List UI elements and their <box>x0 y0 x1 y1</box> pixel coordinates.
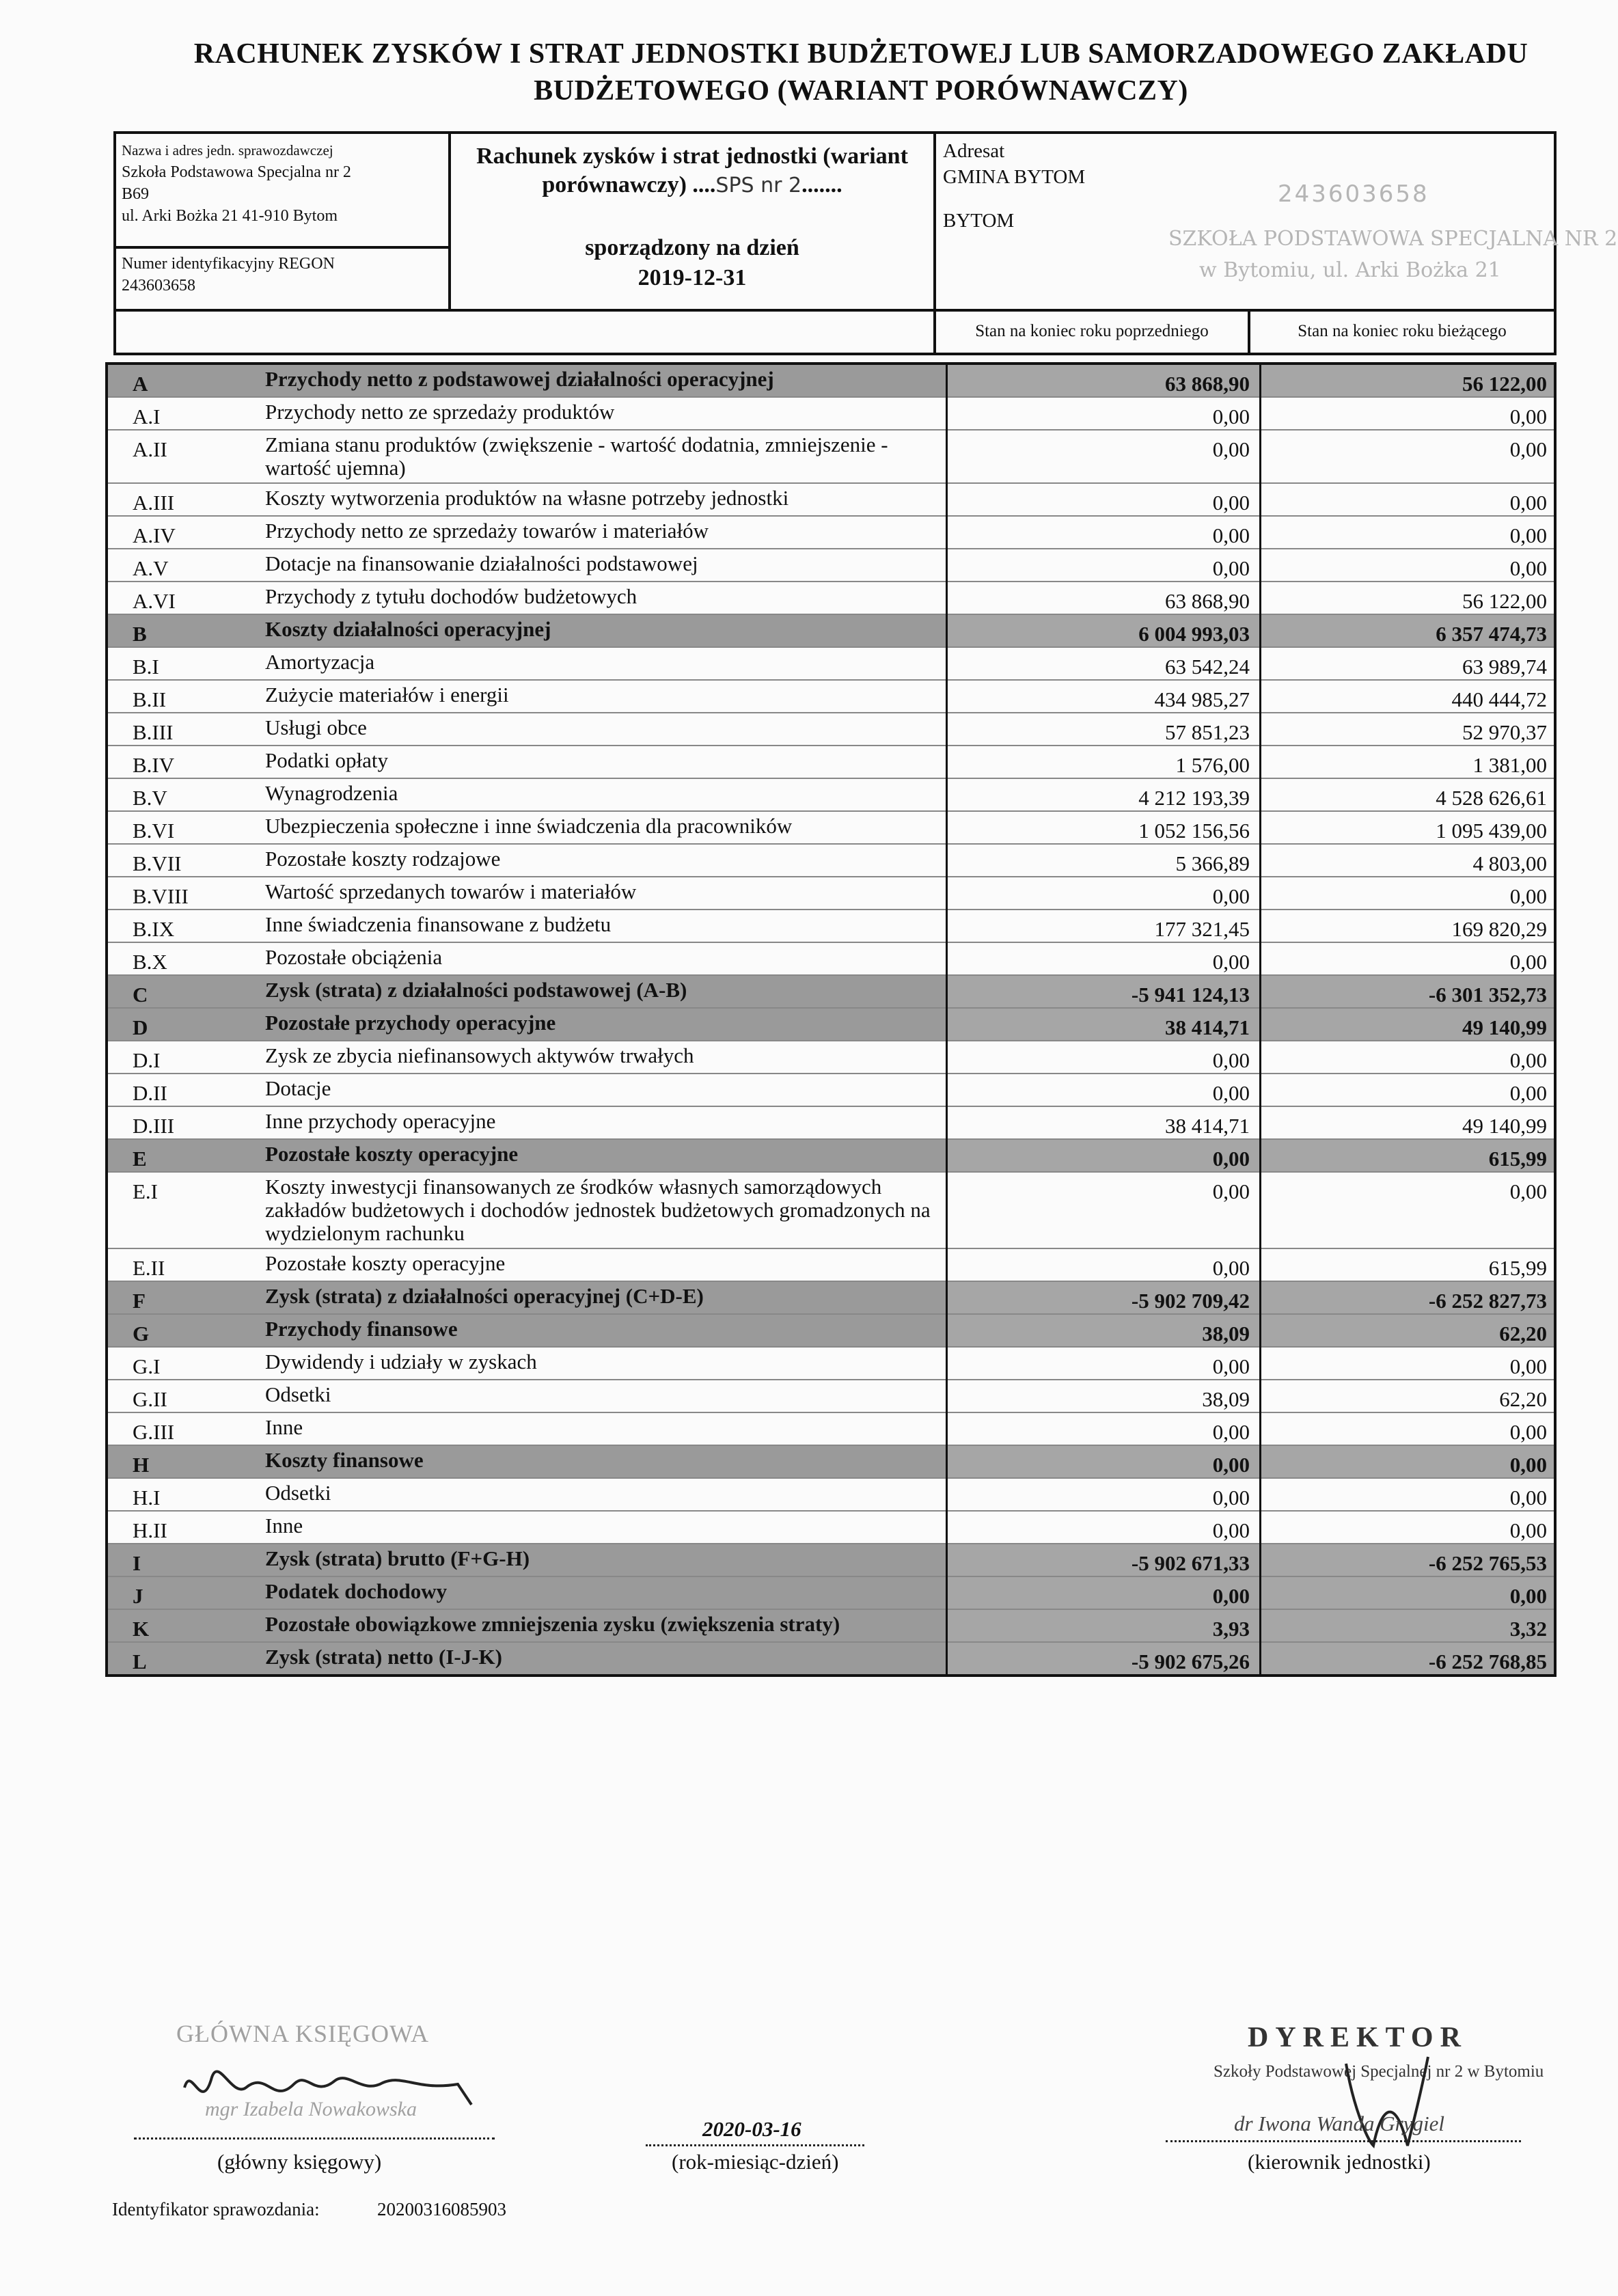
row-value-curr: 52 970,37 <box>1261 713 1556 746</box>
row-code: A <box>107 364 261 397</box>
row-value-prev: 0,00 <box>947 942 1261 975</box>
row-label: Wynagrodzenia <box>261 778 947 811</box>
row-value-prev: 0,00 <box>947 1511 1261 1544</box>
row-label: Wartość sprzedanych towarów i materiałów <box>261 877 947 910</box>
section-row <box>107 1544 1555 1576</box>
table-row <box>107 746 1555 778</box>
row-label: Podatek dochodowy <box>261 1576 947 1609</box>
row-value-curr: 0,00 <box>1261 1412 1556 1445</box>
row-label: Inne <box>261 1511 947 1544</box>
row-label: Zmiana stanu produktów (zwiększenie - wartość dodatnia, zmniejszenie - wartość ujemna) <box>261 430 947 483</box>
row-value-prev: 0,00 <box>947 1041 1261 1074</box>
row-value-curr: 63 989,74 <box>1261 647 1556 680</box>
unit-address: ul. Arki Bożka 21 41-910 Bytom <box>122 207 338 225</box>
row-value-prev: 63 868,90 <box>947 582 1261 614</box>
row-label: Zysk (strata) z działalności operacyjnej (C+D-E) <box>261 1281 947 1314</box>
table-row <box>107 1074 1555 1106</box>
section-row <box>107 1281 1555 1314</box>
section-row <box>107 1642 1555 1676</box>
prepared-date: 2019-12-31 <box>637 265 747 290</box>
row-value-curr: 169 820,29 <box>1261 910 1556 942</box>
table-row <box>107 549 1555 582</box>
document-title <box>191 36 1531 109</box>
row-code: E.II <box>107 1248 261 1281</box>
document-title-line2: BUDŻETOWEGO (WARIANT PORÓWNAWCZY) <box>534 75 1188 107</box>
table-row <box>107 1172 1555 1248</box>
row-value-prev: 4 212 193,39 <box>947 778 1261 811</box>
row-label: Pozostałe koszty rodzajowe <box>261 844 947 877</box>
unit-code: B69 <box>122 185 150 203</box>
table-row <box>107 516 1555 549</box>
table-row <box>107 1380 1555 1412</box>
row-label: Dotacje na finansowanie działalności podstawowej <box>261 549 947 582</box>
director-stamp: DYREKTOR <box>1248 2022 1468 2053</box>
row-code: B.V <box>107 778 261 811</box>
table-row <box>107 582 1555 614</box>
director-dotted-line <box>1166 2140 1521 2142</box>
row-value-curr: 49 140,99 <box>1261 1008 1556 1041</box>
row-label: Zysk (strata) netto (I-J-K) <box>261 1642 947 1676</box>
report-id-label: Identyfikator sprawozdania: <box>112 2199 320 2219</box>
section-row <box>107 1609 1555 1642</box>
row-label: Koszty działalności operacyjnej <box>261 614 947 647</box>
row-value-prev: 5 366,89 <box>947 844 1261 877</box>
row-code: B.X <box>107 942 261 975</box>
accountant-caption: (główny księgowy) <box>217 2150 382 2174</box>
row-label: Amortyzacja <box>261 647 947 680</box>
row-code: B <box>107 614 261 647</box>
row-value-prev: -5 902 675,26 <box>947 1642 1261 1676</box>
row-value-curr: 0,00 <box>1261 942 1556 975</box>
row-label: Przychody finansowe <box>261 1314 947 1347</box>
row-value-curr: 0,00 <box>1261 1576 1556 1609</box>
report-title-dots: ....... <box>801 172 842 197</box>
table-row <box>107 680 1555 713</box>
row-value-prev: 38 414,71 <box>947 1106 1261 1139</box>
row-value-curr: 1 095 439,00 <box>1261 811 1556 844</box>
row-label: Koszty finansowe <box>261 1445 947 1478</box>
row-label: Inne przychody operacyjne <box>261 1106 947 1139</box>
row-value-curr: 0,00 <box>1261 1074 1556 1106</box>
report-header <box>113 131 1557 312</box>
addressee-cell <box>936 134 1554 317</box>
row-value-curr: 49 140,99 <box>1261 1106 1556 1139</box>
row-value-prev: 38,09 <box>947 1380 1261 1412</box>
stamp-school-address: w Bytomiu, ul. Arki Bożka 21 <box>1199 258 1501 282</box>
row-code: B.I <box>107 647 261 680</box>
row-value-curr: -6 252 765,53 <box>1261 1544 1556 1576</box>
table-row <box>107 1041 1555 1074</box>
table-row <box>107 844 1555 877</box>
row-value-prev: 0,00 <box>947 430 1261 483</box>
row-code: L <box>107 1642 261 1676</box>
row-code: D.III <box>107 1106 261 1139</box>
row-code: E.I <box>107 1172 261 1248</box>
row-value-curr: 6 357 474,73 <box>1261 614 1556 647</box>
table-row <box>107 877 1555 910</box>
report-title-line1: Rachunek zysków i strat jednostki (wariant <box>476 144 908 169</box>
row-code: G.III <box>107 1412 261 1445</box>
section-row <box>107 975 1555 1008</box>
table-row <box>107 1412 1555 1445</box>
row-value-prev: 434 985,27 <box>947 680 1261 713</box>
accountant-name: mgr Izabela Nowakowska <box>205 2098 417 2120</box>
row-code: D <box>107 1008 261 1041</box>
section-row <box>107 1445 1555 1478</box>
row-value-curr: 3,32 <box>1261 1609 1556 1642</box>
row-label: Zysk (strata) brutto (F+G-H) <box>261 1544 947 1576</box>
director-school: Szkoły Podstawowej Specjalnej nr 2 w Bytomiu <box>1214 2062 1544 2081</box>
row-code: J <box>107 1576 261 1609</box>
row-label: Przychody z tytułu dochodów budżetowych <box>261 582 947 614</box>
row-value-curr: -6 252 768,85 <box>1261 1642 1556 1676</box>
row-code: G.II <box>107 1380 261 1412</box>
row-value-prev: 0,00 <box>947 549 1261 582</box>
row-value-curr: 0,00 <box>1261 877 1556 910</box>
row-label: Inne <box>261 1412 947 1445</box>
row-value-prev: 1 576,00 <box>947 746 1261 778</box>
row-value-prev: 0,00 <box>947 1347 1261 1380</box>
row-value-prev: 0,00 <box>947 1248 1261 1281</box>
row-value-prev: -5 902 709,42 <box>947 1281 1261 1314</box>
row-value-curr: 0,00 <box>1261 483 1556 516</box>
regon-label: Numer identyfikacyjny REGON <box>122 255 335 273</box>
table-row <box>107 647 1555 680</box>
row-value-curr: 56 122,00 <box>1261 364 1556 397</box>
table-row <box>107 1106 1555 1139</box>
section-row <box>107 364 1555 397</box>
date-dotted-line <box>646 2144 864 2146</box>
row-code: G.I <box>107 1347 261 1380</box>
addressee-line2: BYTOM <box>943 210 1015 232</box>
report-id-value: 20200316085903 <box>377 2199 506 2219</box>
row-value-curr: 62,20 <box>1261 1380 1556 1412</box>
row-label: Koszty wytworzenia produktów na własne potrzeby jednostki <box>261 483 947 516</box>
accountant-dotted-line <box>134 2137 495 2140</box>
row-code: A.IV <box>107 516 261 549</box>
section-row <box>107 614 1555 647</box>
profit-loss-table <box>105 362 1557 1677</box>
row-label: Pozostałe przychody operacyjne <box>261 1008 947 1041</box>
table-row <box>107 942 1555 975</box>
row-label: Przychody netto z podstawowej działalności operacyjnej <box>261 364 947 397</box>
section-row <box>107 1314 1555 1347</box>
stamp-school-name: SZKOŁA PODSTAWOWA SPECJALNA NR 2 <box>1168 227 1618 251</box>
unit-label: Nazwa i adres jedn. sprawozdawczej <box>122 142 333 159</box>
row-label: Ubezpieczenia społeczne i inne świadczenia dla pracowników <box>261 811 947 844</box>
row-value-curr: 0,00 <box>1261 1172 1556 1248</box>
row-code: I <box>107 1544 261 1576</box>
table-row <box>107 397 1555 430</box>
report-date: 2020-03-16 <box>702 2117 801 2141</box>
row-code: B.IX <box>107 910 261 942</box>
row-value-prev: 0,00 <box>947 1478 1261 1511</box>
row-code: B.VI <box>107 811 261 844</box>
row-value-curr: 0,00 <box>1261 397 1556 430</box>
row-label: Usługi obce <box>261 713 947 746</box>
row-value-prev: 0,00 <box>947 483 1261 516</box>
row-code: B.III <box>107 713 261 746</box>
row-value-prev: 38 414,71 <box>947 1008 1261 1041</box>
row-code: G <box>107 1314 261 1347</box>
table-row <box>107 1347 1555 1380</box>
row-value-curr: 62,20 <box>1261 1314 1556 1347</box>
row-label: Zużycie materiałów i energii <box>261 680 947 713</box>
row-value-curr: -6 252 827,73 <box>1261 1281 1556 1314</box>
row-value-prev: 57 851,23 <box>947 713 1261 746</box>
date-caption: (rok-miesiąc-dzień) <box>672 2150 839 2174</box>
row-code: H.II <box>107 1511 261 1544</box>
row-code: B.IV <box>107 746 261 778</box>
row-label: Odsetki <box>261 1380 947 1412</box>
row-label: Inne świadczenia finansowane z budżetu <box>261 910 947 942</box>
row-label: Pozostałe koszty operacyjne <box>261 1248 947 1281</box>
section-row <box>107 1139 1555 1172</box>
row-label: Dywidendy i udziały w zyskach <box>261 1347 947 1380</box>
row-label: Pozostałe obowiązkowe zmniejszenia zysku (zwiększenia straty) <box>261 1609 947 1642</box>
row-value-curr: 0,00 <box>1261 1041 1556 1074</box>
table-row <box>107 910 1555 942</box>
row-label: Pozostałe obciążenia <box>261 942 947 975</box>
column-header-current-year: Stan na koniec roku bieżącego <box>1298 322 1507 340</box>
row-value-curr: 56 122,00 <box>1261 582 1556 614</box>
unit-info-cell <box>116 134 451 309</box>
handwritten-annotation: SPS nr 2 <box>715 174 802 197</box>
row-label: Odsetki <box>261 1478 947 1511</box>
section-row <box>107 1008 1555 1041</box>
table-row <box>107 811 1555 844</box>
row-value-curr: -6 301 352,73 <box>1261 975 1556 1008</box>
row-label: Przychody netto ze sprzedaży produktów <box>261 397 947 430</box>
row-value-curr: 0,00 <box>1261 549 1556 582</box>
row-value-curr: 0,00 <box>1261 516 1556 549</box>
prepared-label: sporządzony na dzień <box>585 235 799 260</box>
row-value-prev: 3,93 <box>947 1609 1261 1642</box>
row-value-prev: 0,00 <box>947 1139 1261 1172</box>
section-row <box>107 1576 1555 1609</box>
unit-name: Szkoła Podstawowa Specjalna nr 2 <box>122 163 351 181</box>
row-value-curr: 0,00 <box>1261 1347 1556 1380</box>
row-code: H <box>107 1445 261 1478</box>
addressee-line1: GMINA BYTOM <box>943 166 1086 188</box>
row-code: D.I <box>107 1041 261 1074</box>
row-value-prev: 0,00 <box>947 1576 1261 1609</box>
row-code: K <box>107 1609 261 1642</box>
row-value-curr: 440 444,72 <box>1261 680 1556 713</box>
row-code: B.II <box>107 680 261 713</box>
row-value-curr: 615,99 <box>1261 1139 1556 1172</box>
director-name: dr Iwona Wanda Grygiel <box>1234 2112 1444 2135</box>
row-code: D.II <box>107 1074 261 1106</box>
row-value-prev: 0,00 <box>947 1445 1261 1478</box>
row-label: Zysk ze zbycia niefinansowych aktywów trwałych <box>261 1041 947 1074</box>
row-value-curr: 4 803,00 <box>1261 844 1556 877</box>
row-code: F <box>107 1281 261 1314</box>
report-title-cell <box>451 134 936 309</box>
row-value-prev: 0,00 <box>947 516 1261 549</box>
row-value-curr: 0,00 <box>1261 1445 1556 1478</box>
row-value-prev: 38,09 <box>947 1314 1261 1347</box>
row-value-curr: 0,00 <box>1261 430 1556 483</box>
row-label: Pozostałe koszty operacyjne <box>261 1139 947 1172</box>
row-code: E <box>107 1139 261 1172</box>
report-title-line2: porównawczy) .... <box>542 172 716 197</box>
column-header-row <box>113 312 1557 355</box>
row-value-prev: 63 868,90 <box>947 364 1261 397</box>
row-value-curr: 0,00 <box>1261 1478 1556 1511</box>
row-label: Przychody netto ze sprzedaży towarów i materiałów <box>261 516 947 549</box>
row-value-prev: 177 321,45 <box>947 910 1261 942</box>
row-code: A.II <box>107 430 261 483</box>
row-code: B.VII <box>107 844 261 877</box>
document-title-line1: RACHUNEK ZYSKÓW I STRAT JEDNOSTKI BUDŻETOWEJ LUB SAMORZADOWEGO ZAKŁADU <box>193 38 1528 70</box>
director-caption: (kierownik jednostki) <box>1248 2150 1431 2174</box>
table-row <box>107 778 1555 811</box>
row-code: H.I <box>107 1478 261 1511</box>
row-value-prev: -5 902 671,33 <box>947 1544 1261 1576</box>
row-label: Zysk (strata) z działalności podstawowej (A-B) <box>261 975 947 1008</box>
table-row <box>107 430 1555 483</box>
row-value-prev: 0,00 <box>947 1412 1261 1445</box>
row-label: Koszty inwestycji finansowanych ze środków własnych samorządowych zakładów budżetowych i dochodów jednostek budżetowych gromadzonych na wydzielonym rachunku <box>261 1172 947 1248</box>
table-row <box>107 1511 1555 1544</box>
table-row <box>107 483 1555 516</box>
row-value-prev: -5 941 124,13 <box>947 975 1261 1008</box>
row-code: C <box>107 975 261 1008</box>
row-value-curr: 615,99 <box>1261 1248 1556 1281</box>
row-code: A.VI <box>107 582 261 614</box>
row-value-prev: 63 542,24 <box>947 647 1261 680</box>
row-value-prev: 0,00 <box>947 397 1261 430</box>
regon-value: 243603658 <box>122 277 195 295</box>
row-label: Dotacje <box>261 1074 947 1106</box>
row-value-curr: 1 381,00 <box>1261 746 1556 778</box>
row-code: A.III <box>107 483 261 516</box>
director-signature <box>1326 2050 1462 2159</box>
table-row <box>107 1248 1555 1281</box>
row-value-prev: 0,00 <box>947 1172 1261 1248</box>
row-value-curr: 0,00 <box>1261 1511 1556 1544</box>
row-value-prev: 6 004 993,03 <box>947 614 1261 647</box>
addressee-label: Adresat <box>943 140 1005 162</box>
row-value-prev: 0,00 <box>947 877 1261 910</box>
row-value-prev: 1 052 156,56 <box>947 811 1261 844</box>
row-value-prev: 0,00 <box>947 1074 1261 1106</box>
stamp-regon: 243603658 <box>1278 180 1429 208</box>
row-code: B.VIII <box>107 877 261 910</box>
accountant-stamp: GŁÓWNA KSIĘGOWA <box>176 2020 429 2047</box>
column-header-prev-year: Stan na koniec roku poprzedniego <box>936 312 1250 353</box>
table-row <box>107 1478 1555 1511</box>
row-value-curr: 4 528 626,61 <box>1261 778 1556 811</box>
row-code: A.I <box>107 397 261 430</box>
row-label: Podatki opłaty <box>261 746 947 778</box>
table-row <box>107 713 1555 746</box>
row-code: A.V <box>107 549 261 582</box>
